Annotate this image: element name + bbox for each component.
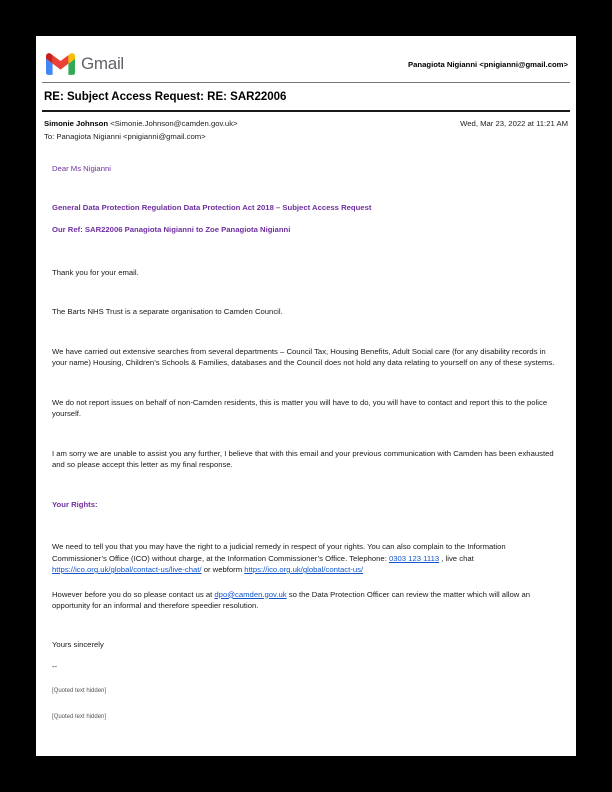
heading-your-rights: Your Rights:	[52, 499, 98, 509]
account-email: Panagiota Nigianni <pnigianni@gmail.com>	[408, 59, 568, 69]
paragraph-searches: We have carried out extensive searches from several departments – Council Tax, Housing Benefits, Adult Social care (for any disability records in your name) Housing, Children’s Schools & Families, databases and the Council does not hold any data relating to yourself on any of these systems.	[52, 346, 555, 367]
heading-gdpr: General Data Protection Regulation Data Protection Act 2018 – Subject Access Request	[52, 202, 372, 212]
email-print-page	[36, 36, 576, 756]
email-body	[42, 163, 570, 724]
dpo-email-link[interactable]: dpo@camden.gov.uk	[214, 589, 287, 599]
sender-email: <Simonie.Johnson@camden.gov.uk>	[108, 119, 238, 128]
to-line: To: Panagiota Nigianni <pnigianni@gmail.com>	[44, 132, 206, 141]
signature-separator: --	[52, 662, 58, 671]
ico-webform-link[interactable]: https://ico.org.uk/global/contact-us/	[244, 565, 364, 574]
heading-reference: Our Ref: SAR22006 Panagiota Nigianni to Zoe Panagiota Nigianni	[52, 225, 291, 234]
paragraph-non-camden: We do not report issues on behalf of non-Camden residents, this is matter you will have to do, you will have to contact and report this to the police yourself.	[52, 397, 548, 418]
paragraph-thanks: Thank you for your email.	[52, 267, 139, 277]
quoted-text-hidden-1: [Quoted text hidden]	[52, 687, 107, 694]
paragraph-rights	[52, 541, 558, 576]
from-line	[44, 119, 238, 128]
email-meta	[42, 119, 570, 141]
subject-divider	[42, 110, 570, 112]
gmail-header	[42, 49, 570, 75]
sender-block	[44, 119, 238, 141]
header-divider	[42, 82, 570, 83]
email-subject: RE: Subject Access Request: RE: SAR22006	[44, 91, 287, 103]
closing: Yours sincerely	[52, 639, 104, 649]
sender-name: Simonie Johnson	[44, 119, 109, 128]
rights-text-c: or webform	[201, 565, 245, 574]
quoted-text-hidden-2: [Quoted text hidden]	[52, 714, 107, 720]
gmail-logo	[46, 53, 124, 75]
phone-link[interactable]: 0303 123 1113	[388, 553, 440, 563]
gmail-m-icon	[46, 53, 75, 75]
email-date: Wed, Mar 23, 2022 at 11:21 AM	[460, 119, 568, 128]
paragraph-barts: The Barts NHS Trust is a separate organisation to Camden Council.	[52, 307, 283, 316]
dpo-text-a: However before you do so please contact us at	[52, 589, 215, 599]
paragraph-dpo	[52, 589, 558, 612]
gmail-logo-text: Gmail	[81, 54, 124, 73]
salutation: Dear Ms Nigianni	[52, 164, 111, 173]
paragraph-final-response: I am sorry we are unable to assist you any further, I believe that with this email and your previous communication with Camden has been exhausted and so please accept this letter as my final response.	[52, 448, 554, 469]
dpo-text-b: so the Data Protection Officer can review the matter which will allow an opportunity for an informal and therefore speedier resolution.	[52, 589, 530, 610]
ico-live-chat-link[interactable]: https://ico.org.uk/global/contact-us/live-chat/	[52, 565, 202, 574]
rights-text-b: , live chat	[439, 553, 474, 563]
rights-text-a: We need to tell you that you may have the right to a judicial remedy in respect of your rights. You can also complain to the Information Commissioner’s Office (ICO) without charge, at the Information Commissioner’s Office. Telephone:	[52, 542, 506, 563]
